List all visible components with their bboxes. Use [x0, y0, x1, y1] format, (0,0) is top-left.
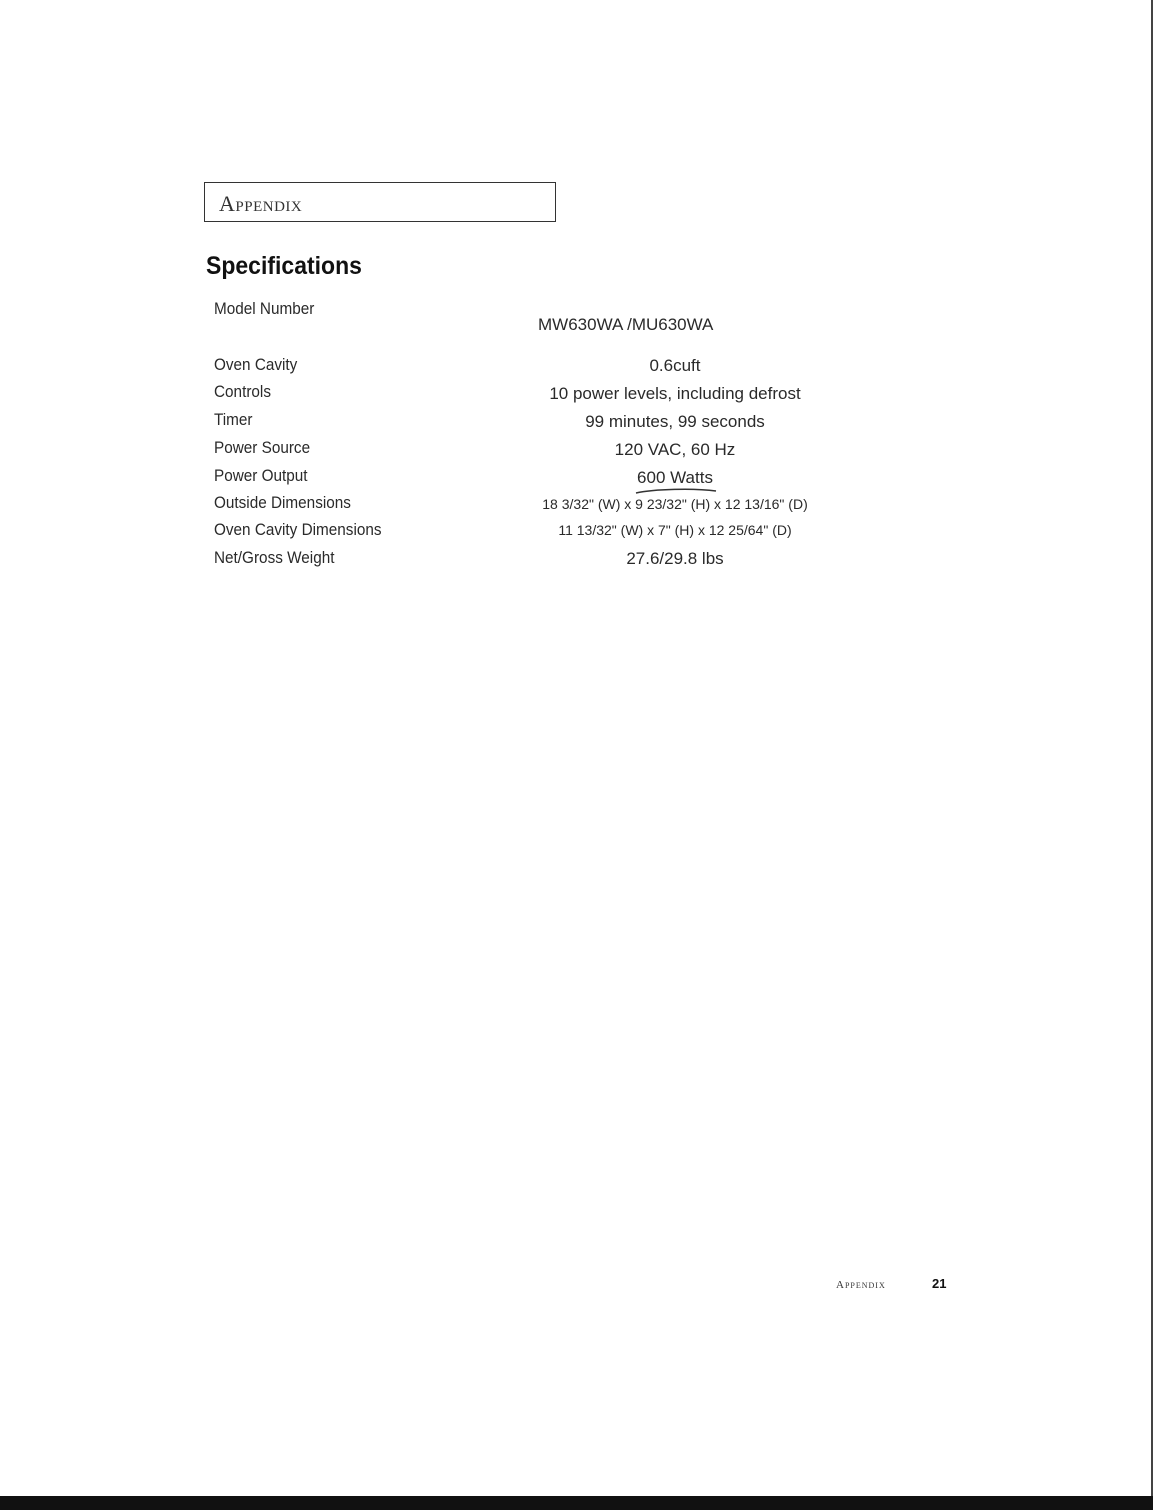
spec-label-oven-cavity-dimensions: Oven Cavity Dimensions — [214, 520, 382, 539]
spec-label-timer: Timer — [214, 410, 253, 429]
spec-value-power-source: 120 VAC, 60 Hz — [614, 440, 736, 459]
section-header-title: Appendix — [219, 191, 303, 216]
spec-value-timer: 99 minutes, 99 seconds — [585, 412, 765, 431]
spec-value-power-output: 600 Watts — [637, 468, 713, 487]
spec-value-controls: 10 power levels, including defrost — [549, 384, 801, 403]
spec-label-power-source: Power Source — [214, 438, 311, 457]
spec-value-net-gross-weight: 27.6/29.8 lbs — [626, 549, 724, 568]
footer-page-number: 21 — [932, 1276, 947, 1291]
spec-value-oven-cavity-dimensions: 11 13/32" (W) x 7" (H) x 12 25/64" (D) — [558, 522, 792, 538]
spec-label-net-gross-weight: Net/Gross Weight — [214, 548, 335, 567]
spec-label-outside-dimensions: Outside Dimensions — [214, 493, 351, 512]
spec-label-oven-cavity: Oven Cavity — [214, 355, 298, 374]
spec-value-oven-cavity: 0.6cuft — [649, 356, 701, 375]
page-title: Specifications — [206, 252, 362, 280]
page-edge-bottom — [0, 1496, 1153, 1510]
spec-value-outside-dimensions: 18 3/32" (W) x 9 23/32" (H) x 12 13/16" (D) — [542, 496, 808, 512]
footer-section-label: Appendix — [836, 1279, 886, 1291]
spec-value-model-number: MW630WA /MU630WA — [538, 315, 714, 334]
spec-label-power-output: Power Output — [214, 466, 308, 485]
spec-label-controls: Controls — [214, 382, 271, 401]
section-header-box — [204, 182, 556, 222]
spec-label-model-number: Model Number — [214, 299, 315, 318]
handwritten-underline-mark — [634, 486, 718, 496]
